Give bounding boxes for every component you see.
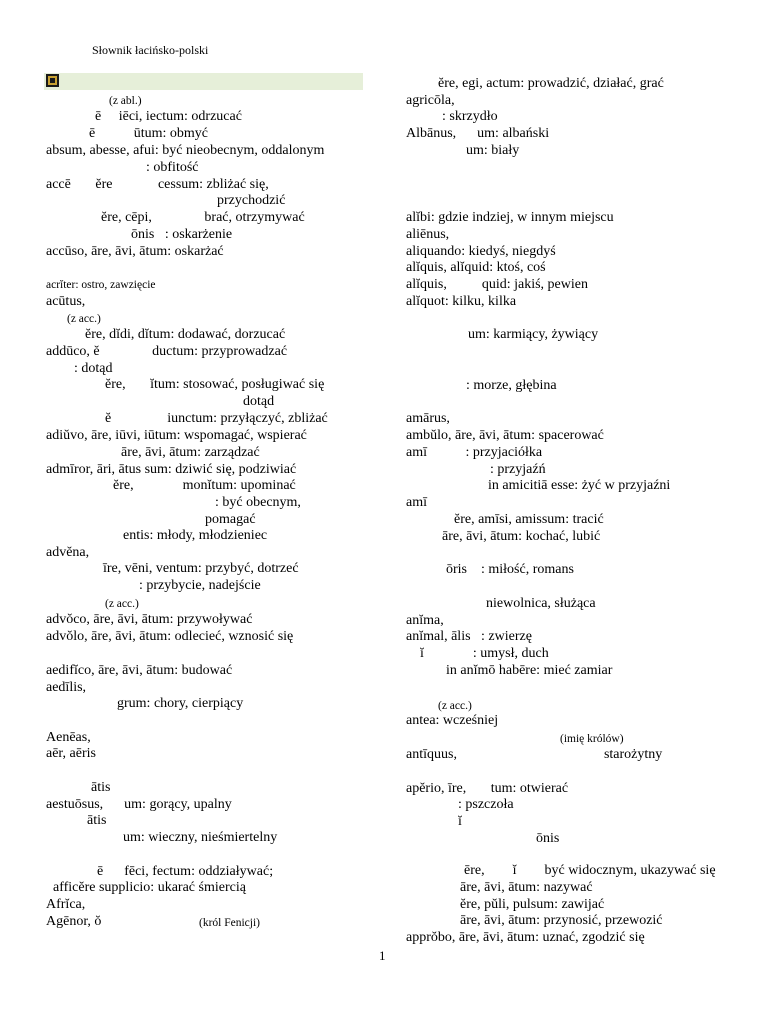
entry-line: in amicitiā esse: żyć w przyjaźni — [488, 478, 671, 493]
entry-line: ātis — [91, 780, 111, 795]
entry-line: ĕre, amīsi, amissum: tracić — [454, 512, 604, 527]
entry-line: alĭbi: gdzie indziej, w innym miejscu — [406, 210, 614, 225]
entry-line: ĕre, monĭtum: upominać — [113, 478, 296, 493]
entry-line: : obfitość — [146, 160, 199, 175]
entry-line: anĭma, — [406, 613, 444, 628]
entry-line: īre, vēni, ventum: przybyć, dotrzeć — [103, 561, 299, 576]
entry-line: ē fēci, fectum: oddziaływać; — [97, 864, 274, 879]
entry-line: aedīlis, — [46, 680, 87, 695]
entry-line: addūco, ĕ ductum: przyprowadzać — [46, 344, 288, 359]
entry-line: ē ūtum: obmyć — [89, 126, 208, 141]
entry-line: ōnis — [536, 831, 560, 846]
entry-line: accūso, āre, āvi, ātum: oskarżać — [46, 244, 224, 259]
entry-line: ĕre, dĭdi, dĭtum: dodawać, dorzucać — [85, 327, 286, 342]
entry-line: (z acc.) — [105, 598, 139, 610]
entry-line: ē iēci, iectum: odrzucać — [95, 109, 242, 124]
entry-line: : morze, głębina — [466, 378, 557, 393]
entry-line: apprŏbo, āre, āvi, ātum: uznać, zgodzić się — [406, 930, 645, 945]
spiral-square-icon[interactable] — [46, 74, 59, 87]
entry-line: um: karmiący, żywiący — [468, 327, 599, 342]
entry-line: admīror, āri, ātus sum: dziwić się, podziwiać — [46, 462, 297, 477]
entry-line: Aenēas, — [46, 730, 91, 745]
entry-line: amī : przyjaciółka — [406, 445, 543, 460]
entry-line: āre, āvi, ātum: kochać, lubić — [442, 529, 601, 544]
entry-line: ĕre, egi, actum: prowadzić, działać, grać — [438, 76, 664, 91]
entry-line: (król Fenicji) — [199, 917, 260, 929]
entry-line: afficĕre supplicio: ukarać śmiercią — [53, 880, 246, 895]
document-header: Słownik łacińsko-polski — [92, 43, 209, 57]
entry-line: grum: chory, cierpiący — [117, 696, 244, 711]
entry-line: advŏlo, āre, āvi, ātum: odlecieć, wznosić się — [46, 629, 294, 644]
entry-line: alĭquis, alĭquid: ktoś, coś — [406, 260, 546, 275]
entry-line: pomagać — [205, 512, 256, 527]
entry-line: apĕrio, īre, tum: otwierać — [406, 781, 569, 796]
entry-line: agricōla, — [406, 93, 455, 108]
entry-line: antea: wcześniej — [406, 713, 499, 728]
entry-line: ātis — [87, 813, 107, 828]
entry-line: in anĭmō habēre: mieć zamiar — [446, 663, 613, 678]
entry-line: aedifĭco, āre, āvi, ātum: budować — [46, 663, 233, 678]
entry-line: : przybycie, nadejście — [139, 578, 261, 593]
toolbar-strip — [44, 73, 363, 90]
entry-line: : dotąd — [74, 361, 113, 376]
entry-line: : być obecnym, — [215, 495, 301, 510]
entry-line: niewolnica, służąca — [486, 596, 596, 611]
entry-line: aēr, aēris — [46, 746, 96, 761]
entry-line: ĕ iunctum: przyłączyć, zbliżać — [105, 411, 328, 426]
entry-line: (z abl.) — [109, 95, 142, 107]
entry-line: āre, āvi, ātum: przynosić, przewozić — [460, 913, 663, 928]
entry-line: aliēnus, — [406, 227, 450, 242]
entry-line: acrĭter: ostro, zawzięcie — [46, 279, 156, 291]
entry-line: przychodzić — [217, 193, 286, 208]
entry-line: (z acc.) — [438, 700, 472, 712]
entry-line: ĭ : umysł, duch — [420, 646, 549, 661]
entry-line: accē ĕre cessum: zbliżać się, — [46, 177, 269, 192]
entry-line: : pszczoła — [458, 797, 514, 812]
entry-line: (z acc.) — [67, 313, 101, 325]
entry-line: ambŭlo, āre, āvi, ātum: spacerować — [406, 428, 604, 443]
entry-line: amārus, — [406, 411, 450, 426]
entry-line: (imię królów) — [560, 733, 624, 745]
entry-line: dotąd — [243, 394, 275, 409]
entry-line: ĕre, ĭtum: stosować, posługiwać się — [105, 377, 325, 392]
entry-line: ēre, ĭ być widocznym, ukazywać się — [464, 863, 716, 878]
entry-line: Albānus, um: albański — [406, 126, 550, 141]
entry-line: Agēnor, ŏ — [46, 914, 102, 929]
entry-line: entis: młody, młodzieniec — [123, 528, 268, 543]
entry-line: aliquando: kiedyś, niegdyś — [406, 244, 556, 259]
entry-line: āre, āvi, ātum: nazywać — [460, 880, 593, 895]
entry-line: ĕre, pŭli, pulsum: zawijać — [460, 897, 605, 912]
entry-line: ĭ — [458, 814, 462, 829]
entry-line: āre, āvi, ātum: zarządzać — [121, 445, 260, 460]
entry-line: um: biały — [466, 143, 520, 158]
entry-line: absum, abesse, afui: być nieobecnym, oddalonym — [46, 143, 325, 158]
entry-line: antīquus, starożytny — [406, 747, 663, 762]
entry-line: advŏco, āre, āvi, ātum: przywoływać — [46, 612, 253, 627]
entry-line: amī — [406, 495, 427, 510]
entry-line: advĕna, — [46, 545, 90, 560]
entry-line: ōnis : oskarżenie — [131, 227, 233, 242]
entry-line: um: wieczny, nieśmiertelny — [123, 830, 278, 845]
entry-line: alĭquot: kilku, kilka — [406, 294, 517, 309]
entry-line: anĭmal, ālis : zwierzę — [406, 629, 532, 644]
entry-line: aestuōsus, um: gorący, upalny — [46, 797, 232, 812]
entry-line: Afrĭca, — [46, 897, 86, 912]
page-number: 1 — [379, 948, 386, 963]
entry-line: adiŭvo, āre, iūvi, iūtum: wspomagać, wspierać — [46, 428, 307, 443]
entry-line: : skrzydło — [442, 109, 498, 124]
entry-line: alĭquis, quid: jakiś, pewien — [406, 277, 588, 292]
entry-line: : przyjaźń — [490, 462, 546, 477]
entry-line: acūtus, — [46, 294, 86, 309]
entry-line: ĕre, cēpi, brać, otrzymywać — [101, 210, 305, 225]
entry-line: ōris : miłość, romans — [446, 562, 574, 577]
